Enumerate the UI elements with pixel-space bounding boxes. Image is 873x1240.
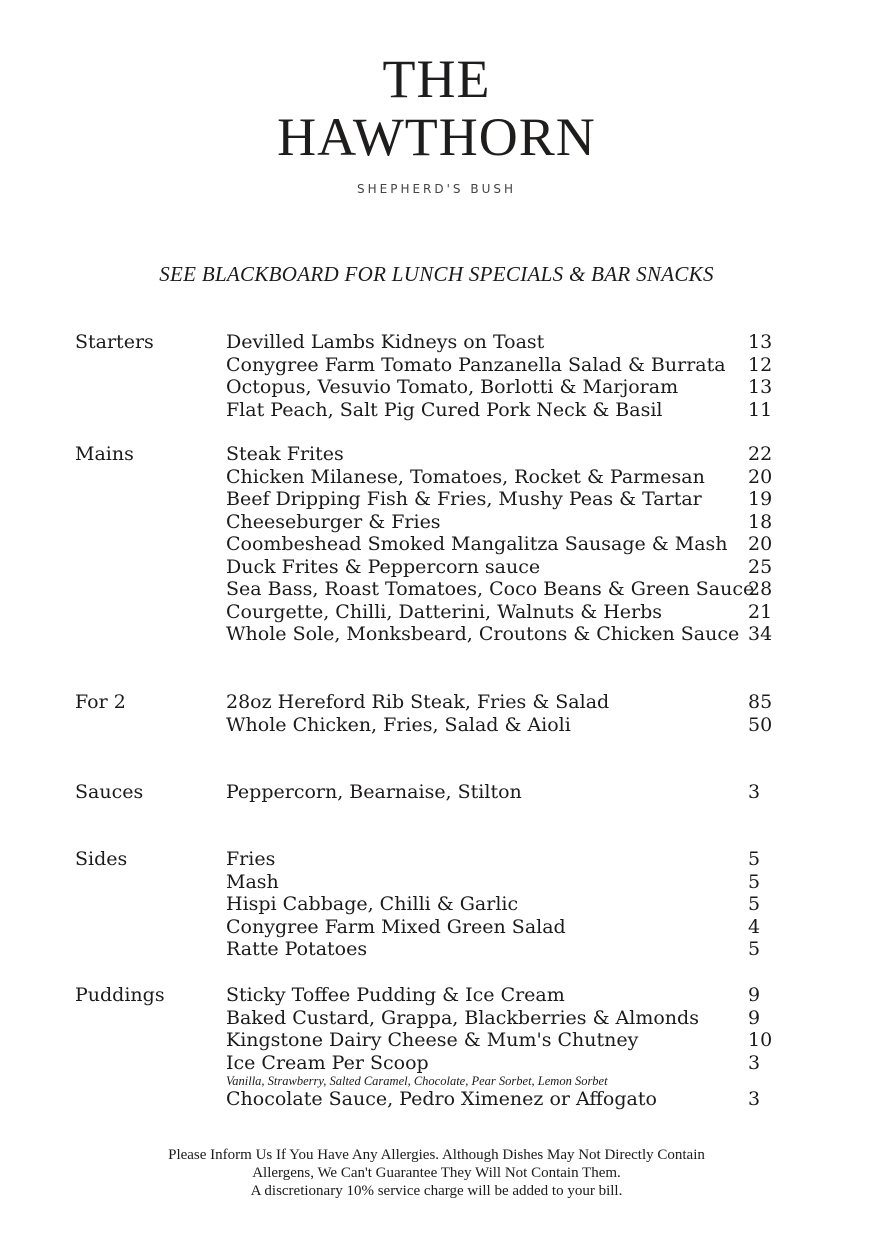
item-price: 20 (748, 533, 773, 555)
menu-item (0, 623, 873, 646)
menu-item (0, 871, 873, 894)
menu-item (0, 331, 873, 354)
item-price: 3 (748, 1088, 761, 1110)
item-name: Flat Peach, Salt Pig Cured Pork Neck & Basil (226, 398, 663, 421)
item-price: 4 (748, 915, 761, 938)
menu-item (0, 984, 873, 1007)
menu-item (0, 376, 873, 399)
menu-item (0, 511, 873, 534)
item-name: Fries (226, 848, 276, 870)
item-name: 28oz Hereford Rib Steak, Fries & Salad (226, 691, 610, 713)
menu-item (0, 533, 873, 556)
menu-item (0, 1052, 873, 1075)
item-name: Conygree Farm Mixed Green Salad (226, 915, 566, 938)
location-subtitle: SHEPHERD'S BUSH (356, 182, 517, 196)
menu-item (0, 399, 873, 422)
menu-item (0, 893, 873, 916)
item-price: 9 (748, 984, 761, 1006)
allergy-footer (0, 1146, 873, 1200)
item-name: Whole Sole, Monksbeard, Croutons & Chicken Sauce (226, 623, 740, 645)
item-price: 13 (748, 376, 773, 398)
item-price: 3 (748, 781, 761, 803)
item-name: Peppercorn, Bearnaise, Stilton (226, 781, 522, 803)
menu-item (0, 601, 873, 624)
item-price: 34 (748, 623, 773, 645)
item-price: 5 (748, 893, 761, 915)
item-price: 5 (748, 870, 761, 893)
section-label: Mains (75, 443, 134, 465)
menu-item (0, 714, 873, 737)
item-price: 22 (748, 443, 773, 465)
menu-item (0, 578, 873, 601)
item-name: Hispi Cabbage, Chilli & Garlic (226, 893, 519, 915)
item-name: Octopus, Vesuvio Tomato, Borlotti & Marjoram (226, 376, 679, 398)
menu-item (0, 556, 873, 579)
footer-line: Allergens, We Can't Guarantee They Will Not Contain Them. (252, 1165, 621, 1181)
item-price: 19 (748, 488, 773, 510)
menu-item (0, 466, 873, 489)
menu-item (0, 443, 873, 466)
menu-item (0, 354, 873, 377)
item-price: 50 (748, 713, 773, 736)
item-price: 18 (748, 510, 773, 533)
menu-item (0, 1088, 873, 1111)
menu-item (0, 691, 873, 714)
item-price: 10 (748, 1029, 773, 1051)
item-price: 13 (748, 331, 773, 353)
restaurant-title-line2: HAWTHORN (277, 107, 596, 167)
item-name: Courgette, Chilli, Datterini, Walnuts & Herbs (226, 600, 663, 623)
item-name: Sticky Toffee Pudding & Ice Cream (226, 984, 565, 1006)
item-price: 85 (748, 691, 773, 713)
item-price: 11 (748, 398, 773, 421)
item-name: Ice Cream Per Scoop (226, 1051, 429, 1074)
menu-item (0, 848, 873, 871)
item-name: Ratte Potatoes (226, 938, 368, 960)
item-price: 5 (748, 848, 761, 870)
item-name: Whole Chicken, Fries, Salad & Aioli (226, 713, 571, 736)
item-price: 21 (748, 600, 773, 623)
section-label: Starters (75, 331, 154, 353)
item-price: 20 (748, 465, 773, 488)
restaurant-title-line1: THE (382, 49, 491, 109)
item-name: Baked Custard, Grappa, Blackberries & Almonds (226, 1006, 699, 1029)
item-name: Cheeseburger & Fries (226, 510, 441, 533)
ice-cream-flavours-note: Vanilla, Strawberry, Salted Caramel, Chocolate, Pear Sorbet, Lemon Sorbet (226, 1074, 608, 1088)
specials-notice: SEE BLACKBOARD FOR LUNCH SPECIALS & BAR SNACKS (159, 262, 714, 286)
item-name: Beef Dripping Fish & Fries, Mushy Peas & Tartar (226, 488, 702, 510)
footer-line: Please Inform Us If You Have Any Allergies. Although Dishes May Not Directly Contain (168, 1147, 705, 1163)
item-price: 25 (748, 555, 773, 578)
item-price: 28 (748, 578, 773, 600)
menu-item (0, 1029, 873, 1052)
section-label: Sauces (75, 781, 144, 803)
item-name: Devilled Lambs Kidneys on Toast (226, 331, 545, 353)
item-name: Sea Bass, Roast Tomatoes, Coco Beans & Green Sauce (226, 578, 755, 600)
section-label: Sides (75, 848, 128, 870)
item-price: 9 (748, 1006, 761, 1029)
item-name: Steak Frites (226, 443, 344, 465)
item-price: 5 (748, 938, 761, 960)
item-name: Chocolate Sauce, Pedro Ximenez or Affogato (226, 1088, 657, 1110)
menu-item (0, 938, 873, 961)
menu-item (0, 781, 873, 804)
menu-item (0, 488, 873, 511)
item-price: 3 (748, 1051, 761, 1074)
item-name: Kingstone Dairy Cheese & Mum's Chutney (226, 1029, 639, 1051)
section-label: Puddings (75, 984, 165, 1006)
item-name: Mash (226, 870, 279, 893)
item-name: Coombeshead Smoked Mangalitza Sausage & Mash (226, 533, 728, 555)
menu-item (0, 1007, 873, 1030)
item-name: Chicken Milanese, Tomatoes, Rocket & Parmesan (226, 465, 705, 488)
item-name: Duck Frites & Peppercorn sauce (226, 555, 541, 578)
menu-item (0, 916, 873, 939)
footer-line: A discretionary 10% service charge will be added to your bill. (250, 1183, 623, 1199)
item-price: 12 (748, 353, 773, 376)
section-label: For 2 (75, 691, 126, 713)
item-name: Conygree Farm Tomato Panzanella Salad & Burrata (226, 353, 726, 376)
